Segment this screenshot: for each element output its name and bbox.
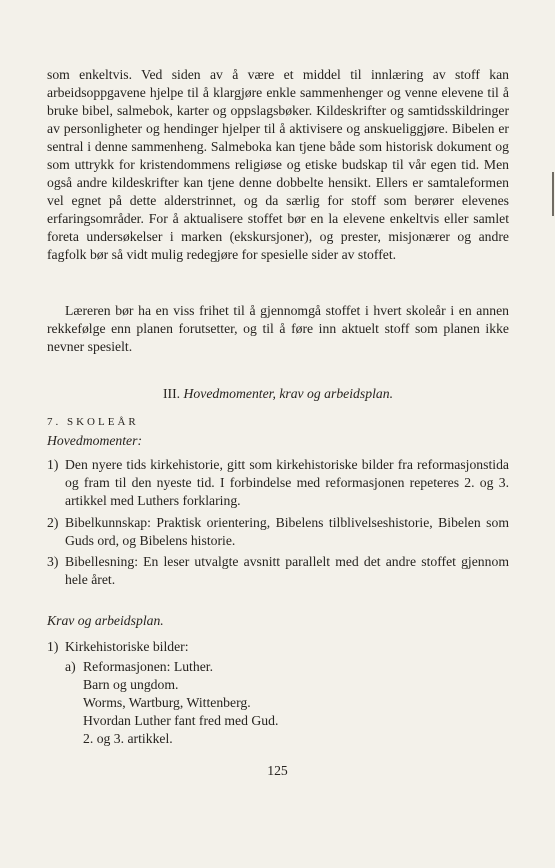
krav-heading: Krav og arbeidsplan.: [47, 613, 164, 628]
sub-list-a: [65, 658, 505, 748]
item-text: Kirkehistoriske bilder:: [65, 639, 189, 654]
sub-item-letter: a): [65, 659, 76, 674]
sub-item-line: Hvordan Luther fant fred med Gud.: [83, 713, 279, 728]
year-label: 7. SKOLEÅR: [47, 416, 139, 428]
item-number: 2): [47, 515, 59, 530]
section-numeral: III.: [163, 386, 181, 401]
paragraph-2: Læreren bør ha en viss frihet til å gjennomgå stoffet i hvert skoleår i en annen rekkefølge enn planen forutsetter, og til å føre inn aktuelt stoff som planen ikke nevner spesielt.: [47, 303, 509, 354]
hovedmomenter-heading: Hovedmomenter:: [47, 433, 143, 448]
list-item: [47, 514, 509, 550]
scan-edge-mark: [552, 172, 554, 216]
item-number: 1): [47, 457, 59, 472]
item-text: Den nyere tids kirkehistorie, gitt som kirkehistoriske bilder fra reformasjonstida og fram til den nyeste tid. I forbindelse med reformasjonen repeteres 2. og 3. artikkel med Luthers forklaring.: [65, 457, 509, 508]
page-number: 125: [267, 763, 288, 778]
section-heading: [47, 386, 509, 402]
sub-item-line: Barn og ungdom.: [83, 677, 179, 692]
sub-item-line: Reformasjonen: Luther.: [83, 659, 213, 674]
sub-item-line: Worms, Wartburg, Wittenberg.: [83, 695, 251, 710]
section-title: Hovedmomenter, krav og arbeidsplan.: [183, 386, 393, 401]
item-text: Bibellesning: En leser utvalgte avsnitt parallelt med det andre stoffet gjennom hele året.: [65, 554, 509, 587]
sub-item-line: 2. og 3. artikkel.: [83, 731, 173, 746]
item-text: Bibelkunnskap: Praktisk orientering, Bibelens tilblivelseshistorie, Bibelen som Guds ord, og Bibelens historie.: [65, 515, 509, 548]
paragraph-1: som enkeltvis. Ved siden av å være et middel til innlæring av stoff kan arbeidsoppgavene hjelpe til å klargjøre enkle sammenhenger og venne elevene til å bruke bibel, salmebok, karter og oppslagsbøker. Kildeskrifter og samtidsskildringer av personligheter og hendinger hjelper til å aktivisere og anskueliggjøre. Bibelen er sentral i denne sammenheng. Salmeboka kan tjene både som historisk dokument og som uttrykk for kristendommens religiøse og etiske budskap til vår egen tid. Men også andre kildeskrifter kan tjene denne dobbelte hensikt. Ellers er samtaleformen vel egnet på dette alderstrinnet, og da særlig for stoff som berører elevenes erfaringsområder. For å aktualisere stoffet bør en la elevene enkeltvis eller samlet foreta undersøkelser i marken (ekskursjoner), og prester, misjonærer og andre fagfolk bør så vidt mulig redegjøre for spesielle sider av stoffet.: [47, 67, 509, 262]
list-item: [47, 456, 509, 510]
list-item: [47, 638, 509, 656]
item-number: 3): [47, 554, 59, 569]
item-number: 1): [47, 639, 59, 654]
list-item: [47, 553, 509, 589]
